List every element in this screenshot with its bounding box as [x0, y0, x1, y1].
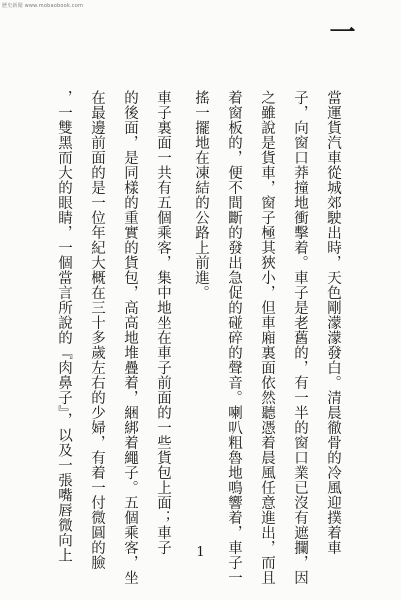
- text-column-6: 車子裏面一共有五個乘客，集中地坐在車子前面的一些貨包上面；車子: [155, 90, 171, 555]
- page-number: 1: [196, 545, 205, 560]
- text-block: [40, 90, 341, 585]
- text-column-1: 當運貨汽車從城郊駛出時，天色剛濛濛發白。清晨徹骨的冷風迎撲着車: [325, 90, 341, 555]
- text-column-3: 之雖說是貨車，窗子極其狹小，但車廂裏面依然聽憑着晨風任意進出，而且: [259, 90, 275, 585]
- text-column-8: 在最邊前面的是一位年紀大概在三十多歲左右的少婦，有着一付微圓的臉: [89, 90, 105, 570]
- text-column-2: 子，向窗口莽撞地衝擊着。車子是老舊的，有一半的窗口業已沒有遮攔，因: [292, 90, 308, 585]
- text-column-4: 着窗板的，便不間斷的發出急促的碰碎的聲音。喇叭粗魯地鳴響着，車子一: [226, 90, 242, 585]
- text-column-9: ，一雙黑而大的眼睛，一個當言所說的『肉鼻子』，以及一張嘴唇微向上: [56, 90, 72, 563]
- chapter-number: 一: [325, 18, 355, 44]
- text-column-7: 的後面，是同樣的重實的貨包，高高地堆疊着，綑綁着繩子。五個乘客，坐: [122, 90, 138, 585]
- watermark: 歷史新聞 www.mobaobook.com: [2, 3, 84, 9]
- text-column-5: 搖一擺地在凍結的公路上前進。: [193, 90, 209, 300]
